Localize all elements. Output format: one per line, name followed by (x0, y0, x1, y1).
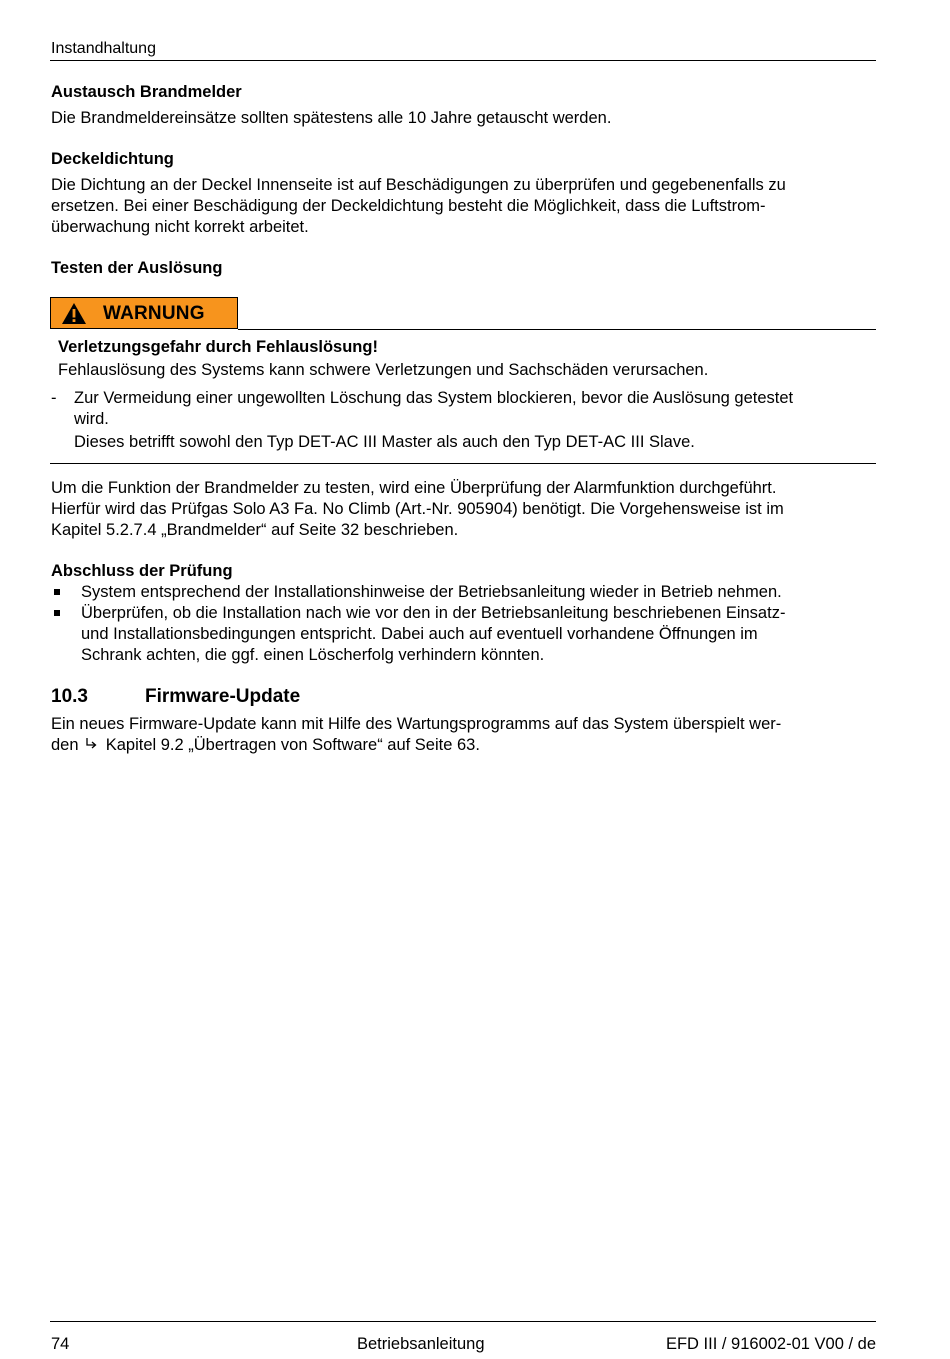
bullet-marker (54, 589, 60, 595)
abschluss-list (51, 582, 876, 666)
section-number: 10.3 (51, 686, 88, 707)
section-heading-firmware (51, 686, 300, 707)
text-line: wird. (74, 410, 109, 428)
page-number: 74 (51, 1335, 70, 1353)
section-heading-abschluss: Abschluss der Prüfung (51, 562, 233, 580)
text-line: Um die Funktion der Brandmelder zu testen, wird eine Überprüfung der Alarmfunktion durchgeführt. (51, 479, 777, 497)
cross-reference-link[interactable]: Kapitel 9.2 „Übertragen von Software“ auf Seite 63. (105, 736, 480, 754)
test-paragraph (51, 478, 876, 541)
text-line: Kapitel 5.2.7.4 „Brandmelder“ auf Seite 32 beschrieben. (51, 521, 459, 539)
list-item (51, 603, 876, 666)
text-line: überwachung nicht korrekt arbeitet. (51, 218, 309, 236)
section-heading: Deckeldichtung (51, 150, 174, 168)
cross-reference-arrow-icon (85, 737, 99, 751)
warning-badge (50, 297, 238, 329)
text-line: ersetzen. Bei einer Beschädigung der Deckeldichtung besteht die Möglichkeit, dass die Luftstrom- (51, 197, 766, 215)
section-brandmelder (51, 82, 876, 129)
list-item-text: System entsprechend der Installationshinweise der Betriebsanleitung wieder in Betrieb nehmen. (81, 583, 782, 601)
header-rule (50, 60, 876, 61)
list-item (51, 388, 876, 453)
text-line: Die Dichtung an der Deckel Innenseite ist auf Beschädigungen zu überprüfen und gegebenenfalls zu (51, 176, 786, 194)
warning-top-rule (238, 329, 876, 330)
bullet-marker (54, 610, 60, 616)
list-item (51, 582, 876, 603)
footer-document-type: Betriebsanleitung (357, 1335, 485, 1353)
footer-document-id: EFD III / 916002-01 V00 / de (665, 1335, 876, 1353)
section-heading: Austausch Brandmelder (51, 83, 242, 101)
text-line: Schrank achten, die ggf. einen Löscherfolg verhindern könnten. (81, 646, 545, 664)
warning-instruction-list (51, 388, 876, 453)
section-deckeldichtung (51, 149, 876, 238)
warning-bottom-rule (50, 463, 876, 464)
firmware-paragraph (51, 714, 876, 756)
footer-rule (50, 1321, 876, 1322)
warning-label: WARNUNG (103, 302, 205, 324)
section-text (51, 175, 876, 238)
text-line: Zur Vermeidung einer ungewollten Löschung das System blockieren, bevor die Auslösung getestet (74, 389, 794, 407)
section-heading-testen: Testen der Auslösung (51, 259, 223, 277)
text-line: und Installationsbedingungen entspricht. Dabei auch auf eventuell vorhandene Öffnungen im (81, 625, 758, 643)
section-title: Firmware-Update (145, 686, 301, 707)
warning-text: Fehlauslösung des Systems kann schwere Verletzungen und Sachschäden verursachen. (58, 361, 709, 379)
text-line: Überprüfen, ob die Installation nach wie vor den in der Betriebsanleitung beschriebenen Einsatz- (81, 604, 786, 622)
dash-marker: - (51, 389, 57, 407)
section-text: Die Brandmeldereinsätze sollten spätestens alle 10 Jahre getauscht werden. (51, 109, 612, 127)
running-header: Instandhaltung (51, 40, 156, 57)
warning-title: Verletzungsgefahr durch Fehlauslösung! (58, 338, 378, 356)
text-line: Hierfür wird das Prüfgas Solo A3 Fa. No Climb (Art.-Nr. 905904) benötigt. Die Vorgehensweise ist im (51, 500, 784, 518)
warning-triangle-icon (61, 302, 87, 325)
text-line: Dieses betrifft sowohl den Typ DET-AC III Master als auch den Typ DET-AC III Slave. (74, 433, 695, 451)
text-line: Ein neues Firmware-Update kann mit Hilfe des Wartungsprogramms auf das System überspielt wer- (51, 715, 782, 733)
text-line: den (51, 736, 79, 754)
